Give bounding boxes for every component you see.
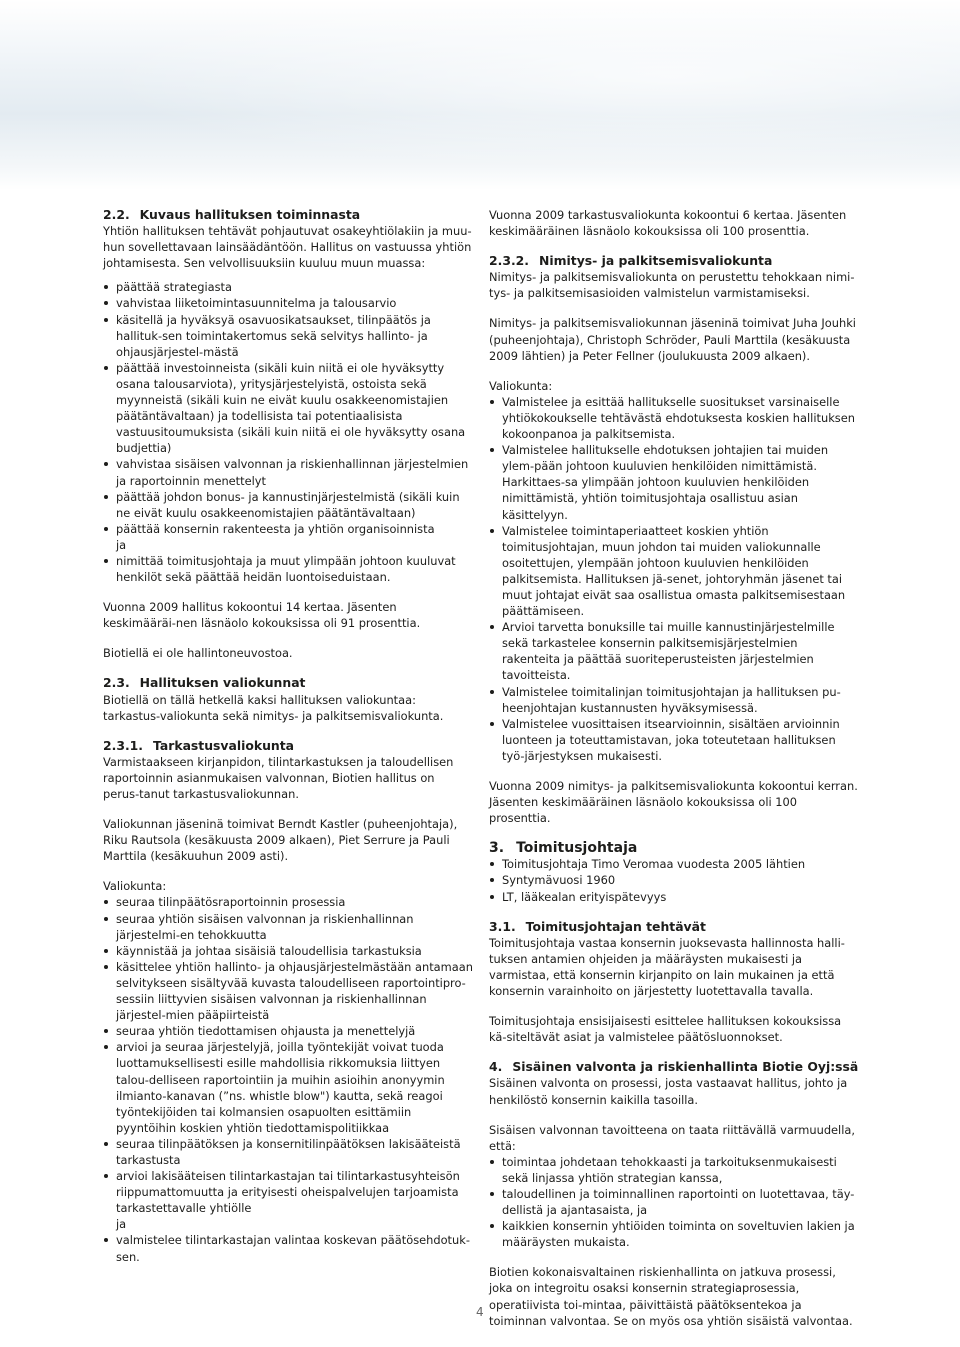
- list-connector: ja: [116, 1217, 127, 1232]
- right-column: [489, 207, 859, 1329]
- nomination-committee-duties-list: [489, 394, 859, 764]
- section-4-text-3: Biotien kokonaisvaltainen riskienhallinta on jatkuva prosessi, joka on integroitu osaksi konsernin strategiaprosessia, operatiivista toi-mintaa, päivittäistä päätöksentekoa ja toiminnan valvontaa. Se on myös osa yhtiön sisäistä valvontaa.: [489, 1265, 853, 1328]
- section-4-text-1: Sisäinen valvonta on prosessi, josta vastaavat hallitus, johto ja henkilöstö konsernin kaikilla tasoilla.: [489, 1076, 848, 1107]
- section-4-heading: 4. Sisäinen valvonta ja riskienhallinta Biotie Oyj:ssä: [489, 1059, 859, 1075]
- section-3-1-heading: 3.1. Toimitusjohtajan tehtävät: [489, 918, 706, 934]
- section-3-1-text-1: Toimitusjohtaja vastaa konsernin juoksevasta hallinnosta halli-tuksen antamien ohjeiden ja määräysten mukaisesti ja varmistaa, että konsernin kirjanpito on lain mukainen ja että konsernin varainhoito on järjestetty luotettavalla tavalla.: [489, 935, 845, 999]
- list-item: toimintaa johdetaan tehokkaasti ja tarkoituksenmukaisesti sekä linjassa yhtiön strategian kanssa,: [489, 1154, 859, 1186]
- nomination-meetings-text: Vuonna 2009 nimitys- ja palkitsemisvaliokunta kokoontui kerran. Jäsenten keskimääräinen läsnäolo kokouksissa oli 100 prosenttia.: [489, 779, 858, 826]
- list-item: Toimitusjohtaja Timo Veromaa vuodesta 2005 lähtien: [489, 856, 859, 872]
- list-item: päättää konsernin rakenteesta ja yhtiön organisoinnista: [103, 521, 473, 537]
- list-item: Syntymävuosi 1960: [489, 872, 859, 888]
- committee-label: Valiokunta:: [489, 378, 553, 393]
- audit-meetings-text: Vuonna 2009 tarkastusvaliokunta kokoontui 6 kertaa. Jäsenten keskimääräinen läsnäolo kokouksissa oli 100 prosenttia.: [489, 208, 847, 239]
- list-item: valmistelee tilintarkastajan valintaa koskevan päätösehdotuk-sen.: [103, 1232, 473, 1264]
- list-item: seuraa tilinpäätöksen ja konsernitilinpäätöksen lakisääteistä tarkastusta: [103, 1136, 473, 1168]
- list-item: seuraa yhtiön sisäisen valvonnan ja riskienhallinnan järjestelmi-en tehokkuutta: [103, 911, 473, 943]
- list-item: arvioi ja seuraa järjestelyjä, joilla työntekijät voivat tuoda luottamuksellisesti esille mahdollisia rikkomuksia liittyen talou-delliseen raportointiin ja muihin asioihin anonyymin ilmianto-kanavan (”ns. whistle blow") kautta, sekä reagoi työntekijöiden tai kolmansien osapuolten esittämiin pyyntöihin koskien yhtiön tiedottamispolitiikkaa: [103, 1039, 473, 1136]
- section-3-heading: 3. Toimitusjohtaja: [489, 840, 638, 857]
- audit-committee-duties-list: [103, 894, 473, 1264]
- section-2-3-1-text-1: Varmistaakseen kirjanpidon, tilintarkastuksen ja taloudellisen raportoinnin asianmukaisen valvonnan, Biotien hallitus on perus-tanut tarkastusvaliokunnan.: [103, 754, 454, 801]
- section-2-3-text: Biotiellä on tällä hetkellä kaksi hallituksen valiokuntaa: tarkastus-valiokunta sekä nimitys- ja palkitsemisvaliokunta.: [103, 692, 444, 723]
- section-2-3-1-heading: 2.3.1. Tarkastusvaliokunta: [103, 737, 295, 753]
- list-item: päättää strategiasta: [103, 279, 473, 295]
- list-item: päättää investoinneista (sikäli kuin niitä ei ole hyväksytty osana talousarviota), yritysjärjestelyistä, ostoista sekä myynneistä (sikäli kuin ne eivät kuulu osakkeenomistajien päätäntävaltaan) ja todellisista tai potentiaalisista vastuusitoumuksista (sikäli kuin niitä ei ole hyväksytty osana budjettia): [103, 360, 473, 457]
- section-3-1-text-2: Toimitusjohtaja ensisijaisesti esittelee hallituksen kokouksissa kä-siteltävät asiat ja valmistelee päätösluonnokset.: [489, 1014, 842, 1045]
- left-column: [103, 207, 473, 1265]
- list-item: Valmistelee toimitalinjan toimitusjohtajan ja hallituksen pu-heenjohtajan kustannusten hyväksymisessä.: [489, 684, 859, 716]
- header-gradient-band: [0, 0, 960, 190]
- list-item: käsitellä ja hyväksyä osavuosikatsaukset, tilinpäätös ja hallituk-sen toimintakertomus sekä selvitys hallinto- ja ohjausjärjestel-mästä: [103, 312, 473, 360]
- section-2-3-2-heading: 2.3.2. Nimitys- ja palkitsemisvaliokunta: [489, 253, 773, 269]
- list-item: Valmistelee toimintaperiaatteet koskien yhtiön toimitusjohtajan, muun johdon tai muiden valiokunnalle osoitettujen, ylempään johtoon kuuluvien henkilöiden palkitsemista. Hallituksen jä-senet, johtoryhmän jäsenet tai muut johtajat eivät saa osallistua omasta palkitsemisestaan päättämiseen.: [489, 523, 859, 620]
- list-item: seuraa tilinpäätösraportoinnin prosessia: [103, 894, 473, 910]
- page-number: 4: [476, 1305, 484, 1319]
- list-item: Valmistelee vuosittaisen itsearvioinnin, sisältäen arvioinnin luonteen ja toteuttamistavan, joka toteutetaan hallituksen työ-järjestyksen mukaisesti.: [489, 716, 859, 764]
- list-item: käynnistää ja johtaa sisäisiä taloudellisia tarkastuksia: [103, 943, 473, 959]
- supervisory-board-text: Biotiellä ei ole hallintoneuvostoa.: [103, 646, 293, 661]
- section-2-3-heading: 2.3. Hallituksen valiokunnat: [103, 675, 306, 691]
- committee-label: Valiokunta:: [103, 879, 167, 894]
- list-item: vahvistaa sisäisen valvonnan ja riskienhallinnan järjestelmien ja raportoinnin menettelyt: [103, 456, 473, 488]
- section-4-text-2: Sisäisen valvonnan tavoitteena on taata riittävällä varmuudella, että:: [489, 1122, 855, 1153]
- list-connector: ja: [116, 537, 127, 552]
- section-2-3-2-text-1: Nimitys- ja palkitsemisvaliokunta on perustettu tehokkaan nimi-tys- ja palkitsemisasioiden valmistelun varmistamiseksi.: [489, 270, 855, 301]
- section-2-3-2-text-2: Nimitys- ja palkitsemisvaliokunnan jäseninä toimivat Juha Jouhki (puheenjohtaja), Christoph Schröder, Pauli Marttila (kesäkuusta 2009 lähtien) ja Peter Fellner (joulukuusta 2009 alkaen).: [489, 316, 856, 363]
- section-2-2-intro: Yhtiön hallituksen tehtävät pohjautuvat osakeyhtiölakiin ja muu-hun sovellettavaan lainsäädäntöön. Hallitus on vastuussa yhtiön johtamisesta. Sen velvollisuuksiin kuuluu muun muassa:: [103, 224, 472, 271]
- list-item: päättää johdon bonus- ja kannustinjärjestelmistä (sikäli kuin ne eivät kuulu osakkeenomistajien päätäntävaltaan): [103, 489, 473, 521]
- list-item: käsittelee yhtiön hallinto- ja ohjausjärjestelmästään antamaan selvitykseen sisältyvää kuvasta taloudelliseen raportointipro-sessiin liittyvien sisäisen valvonnan ja riskienhallinnan järjestel-mien pääpiirteistä: [103, 959, 473, 1023]
- section-2-2-heading: 2.2. Kuvaus hallituksen toiminnasta: [103, 207, 361, 222]
- list-item: kaikkien konsernin yhtiöiden toiminta on soveltuvien lakien ja määräysten mukaista.: [489, 1218, 859, 1250]
- list-item: Valmistelee hallitukselle ehdotuksen johtajien tai muiden ylem-pään johtoon kuuluvien henkilöiden nimittämistä. Harkittaes-sa ylimpään johtoon kuuluvien henkilöiden nimittämistä, yhtiön toimitusjohtaja osallistuu asian käsittelyyn.: [489, 442, 859, 522]
- board-duties-list: [103, 279, 473, 585]
- ceo-facts-list: [489, 856, 859, 904]
- board-meetings-text: Vuonna 2009 hallitus kokoontui 14 kertaa. Jäsenten keskimääräi-nen läsnäolo kokouksissa oli 91 prosenttia.: [103, 600, 421, 631]
- list-item: nimittää toimitusjohtaja ja muut ylimpään johtoon kuuluvat henkilöt sekä päättää heidän luontoiseduistaan.: [103, 553, 473, 585]
- list-item: Arvioi tarvetta bonuksille tai muille kannustinjärjestelmille sekä tarkastelee konsernin palkitsemisjärjestelmien rakenteita ja päättää suoriteperusteisten järjestelmien tavoitteista.: [489, 619, 859, 683]
- list-item: seuraa yhtiön tiedottamisen ohjausta ja menettelyjä: [103, 1023, 473, 1039]
- list-item: taloudellinen ja toiminnallinen raportointi on luotettavaa, täy-dellistä ja ajantasaista, ja: [489, 1186, 859, 1218]
- section-2-3-1-text-2: Valiokunnan jäseninä toimivat Berndt Kastler (puheenjohtaja), Riku Rautsola (kesäkuusta 2009 alkaen), Piet Serrure ja Pauli Marttila (kesäkuuhun 2009 asti).: [103, 817, 458, 864]
- list-item: vahvistaa liiketoimintasuunnitelma ja talousarvio: [103, 295, 473, 311]
- list-item: arvioi lakisääteisen tilintarkastajan tai tilintarkastusyhteisön riippumattomuutta ja erityisesti oheispalvelujen tarjoamista tarkastettavalle yhtiölle: [103, 1168, 473, 1216]
- internal-control-goals-list: [489, 1154, 859, 1251]
- list-item: Valmistelee ja esittää hallitukselle suositukset varsinaiselle yhtiökokoukselle tehtävästä ehdotuksesta koskien hallituksen kokoonpanoa ja palkitsemista.: [489, 394, 859, 442]
- list-item: LT, lääkealan erityispätevyys: [489, 889, 859, 905]
